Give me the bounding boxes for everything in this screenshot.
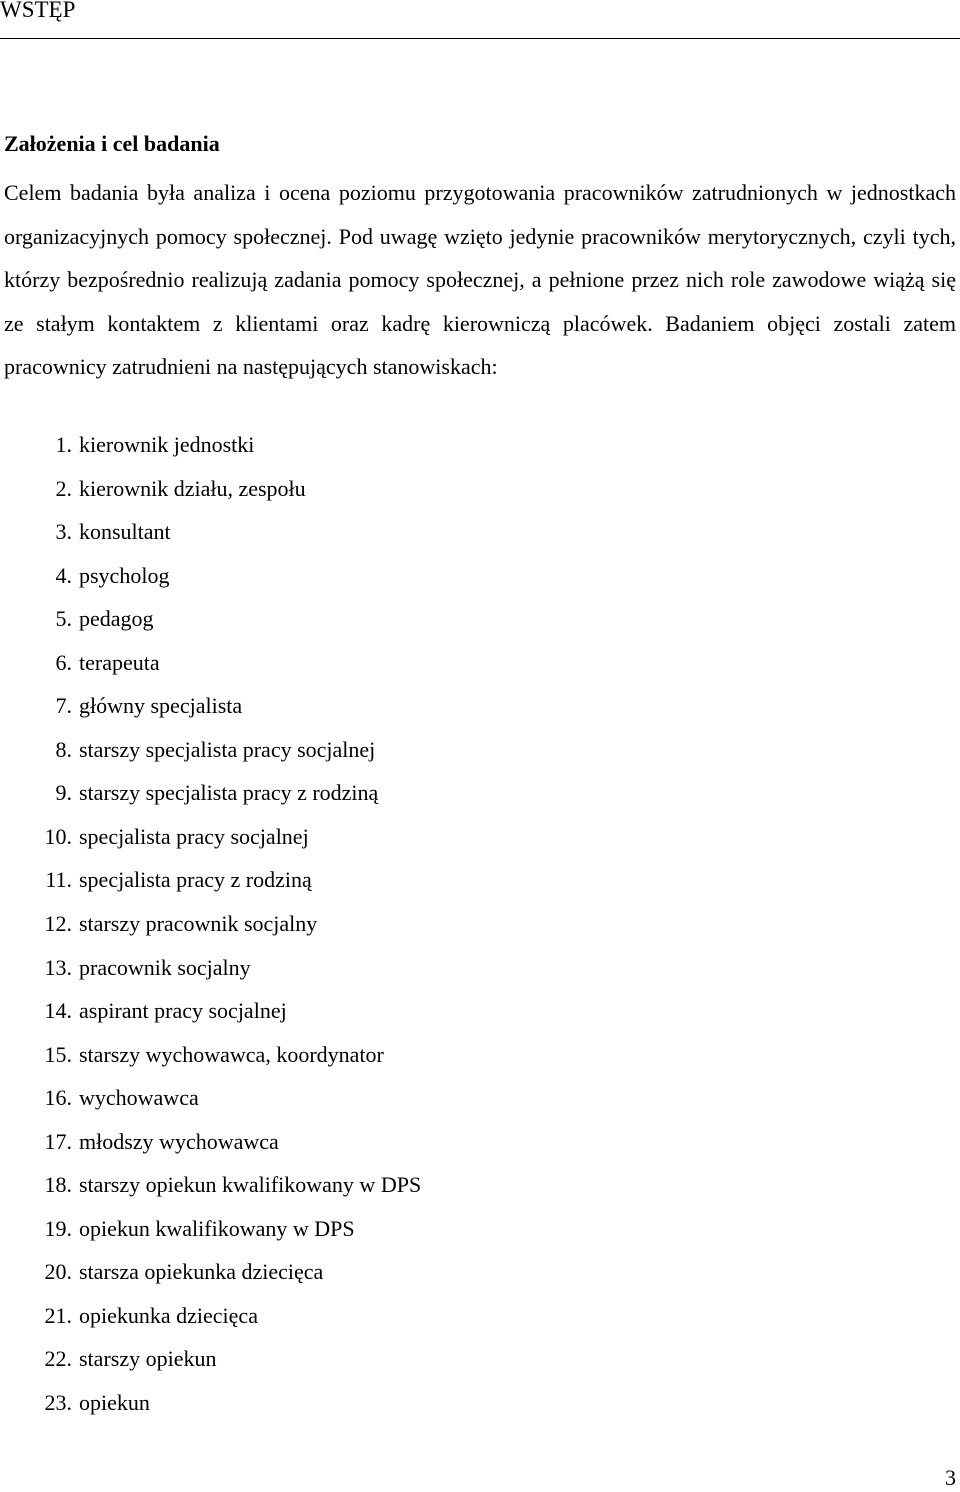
list-item-number: 14. xyxy=(44,998,72,1024)
list-item-text: opiekun xyxy=(79,1390,150,1416)
list-item-number: 16. xyxy=(44,1085,72,1111)
list-item-number: 4. xyxy=(55,562,72,588)
list-item-text: aspirant pracy socjalnej xyxy=(79,998,287,1024)
list-item-text: psycholog xyxy=(79,562,170,588)
header-divider xyxy=(0,38,960,39)
list-item-number: 11. xyxy=(45,867,72,893)
list-item-number: 23. xyxy=(44,1390,72,1416)
list-item-text: starsza opiekunka dziecięca xyxy=(79,1259,324,1285)
list-item-text: kierownik jednostki xyxy=(79,432,255,457)
list-item-text: starszy opiekun xyxy=(79,1346,217,1372)
list-item-number: 8. xyxy=(55,736,72,762)
list-item-number: 18. xyxy=(44,1172,72,1198)
list-item-text: główny specjalista xyxy=(79,693,243,719)
list-item-text: opiekun kwalifikowany w DPS xyxy=(79,1215,355,1241)
list-item-text: starszy wychowawca, koordynator xyxy=(79,1041,384,1067)
list-item-text: wychowawca xyxy=(79,1085,199,1111)
list-item-text: opiekunka dziecięca xyxy=(79,1302,258,1328)
list-item-text: pracownik socjalny xyxy=(79,954,251,980)
list-item-number: 10. xyxy=(44,823,72,849)
page-number: 3 xyxy=(945,1465,956,1490)
list-item-number: 13. xyxy=(44,954,72,980)
list-item-text: pedagog xyxy=(79,606,154,632)
list-item-number: 1. xyxy=(55,432,72,457)
list-item-text: terapeuta xyxy=(79,649,160,675)
section-title: Założenia i cel badania xyxy=(4,131,220,156)
list-item-number: 21. xyxy=(44,1302,72,1328)
list-item-number: 7. xyxy=(55,693,72,719)
running-header: WSTĘP xyxy=(0,0,76,22)
list-item-number: 15. xyxy=(44,1041,72,1067)
list-item-text: starszy specjalista pracy z rodziną xyxy=(79,780,379,806)
list-item-text: kierownik działu, zespołu xyxy=(79,475,306,501)
list-item-number: 6. xyxy=(55,649,72,675)
list-item-number: 22. xyxy=(44,1346,72,1372)
list-item-number: 20. xyxy=(44,1259,72,1285)
list-item-number: 3. xyxy=(55,519,72,545)
list-item-number: 5. xyxy=(55,606,72,632)
list-item-text: specjalista pracy socjalnej xyxy=(79,823,309,849)
list-item-text: starszy opiekun kwalifikowany w DPS xyxy=(79,1172,422,1198)
list-item-number: 2. xyxy=(55,475,72,501)
list-item-text: młodszy wychowawca xyxy=(79,1128,279,1154)
list-item-number: 17. xyxy=(44,1128,72,1154)
list-item-number: 19. xyxy=(44,1215,72,1241)
intro-paragraph: Celem badania była analiza i ocena poziomu przygotowania pracowników zatrudnionych w jednostkach organizacyjnych pomocy społecznej. Pod uwagę wzięto jedynie pracowników merytorycznych, czyli tych, którzy bezpośrednio realizują zadania pomocy społecznej, a pełnione przez nich role zawodowe wiążą się ze stałym kontaktem z klientami oraz kadrę kierowniczą placówek. Badaniem objęci zostali zatem pracownicy zatrudnieni na następujących stanowiskach: xyxy=(4,180,956,380)
list-item-text: starszy pracownik socjalny xyxy=(79,911,318,937)
list-item-text: konsultant xyxy=(79,519,171,545)
list-item-number: 12. xyxy=(44,911,72,937)
list-item-text: starszy specjalista pracy socjalnej xyxy=(79,736,376,762)
list-item-number: 9. xyxy=(55,780,72,806)
list-item-text: specjalista pracy z rodziną xyxy=(79,867,312,893)
